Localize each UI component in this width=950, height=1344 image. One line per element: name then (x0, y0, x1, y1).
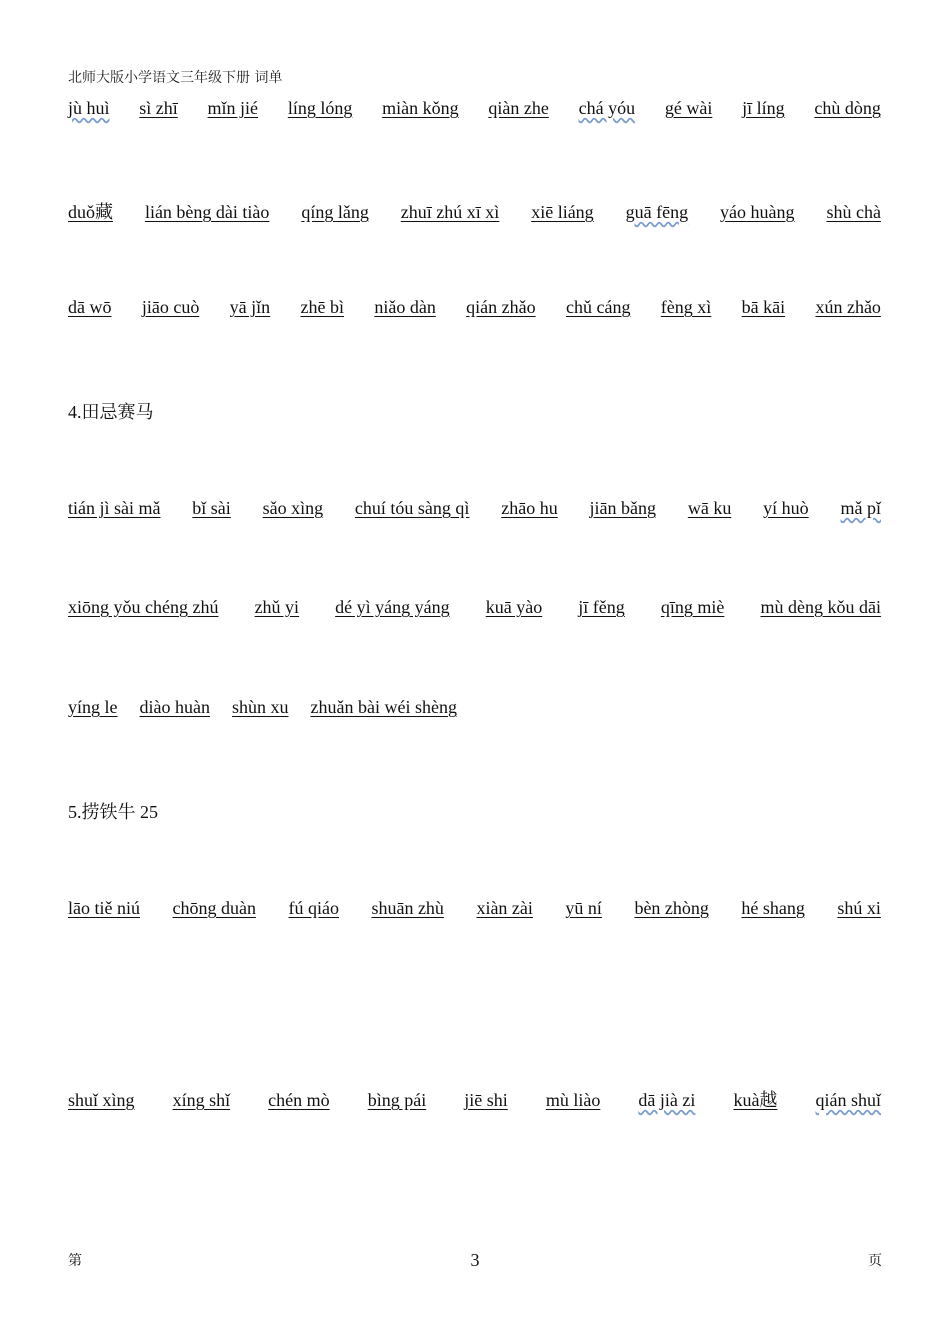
pinyin-word: tián jì sài mǎ (68, 498, 161, 518)
pinyin-word: qīng miè (660, 597, 725, 617)
pinyin-word: líng lóng (287, 98, 353, 118)
word-row-8 (68, 1086, 881, 1110)
pinyin-word: qíng lǎng (301, 202, 369, 222)
pinyin-word: guā fēng (625, 202, 689, 222)
pinyin-word: kuà越 (733, 1090, 778, 1110)
pinyin-word: jī fěng (578, 597, 625, 617)
pinyin-word: yáo huàng (720, 202, 795, 222)
pinyin-word: kuā yào (485, 597, 543, 617)
pinyin-word: jù huì (68, 98, 110, 118)
pinyin-word: qián shuǐ (815, 1090, 881, 1110)
pinyin-word: xiàn zài (476, 898, 533, 918)
pinyin-word: mù dèng kǒu dāi (760, 597, 881, 617)
pinyin-word: lāo tiě niú (68, 898, 140, 918)
pinyin-word: jiān bǎng (589, 498, 657, 518)
pinyin-word: chǔ cáng (565, 297, 631, 317)
pinyin-word: xíng shǐ (172, 1090, 231, 1110)
word-row-5 (68, 597, 881, 621)
page-number: 3 (470, 1250, 480, 1270)
pinyin-word: zhǔ yi (254, 597, 300, 617)
pinyin-word: niǎo dàn (374, 297, 436, 317)
pinyin-word: mǐn jié (207, 98, 259, 118)
pinyin-word: shuǐ xìng (68, 1090, 135, 1110)
page-header: 北师大版小学语文三年级下册 词单 (68, 70, 283, 86)
pinyin-word: zhē bì (300, 297, 344, 317)
pinyin-word: bèn zhòng (634, 898, 709, 918)
pinyin-word: jiāo cuò (141, 297, 200, 317)
pinyin-word: xiē liáng (531, 202, 594, 222)
pinyin-word: chuí tóu sàng qì (354, 498, 470, 518)
pinyin-word: chù dòng (814, 98, 881, 118)
pinyin-word: zhuī zhú xī xì (400, 202, 500, 222)
footer-label-left: 第 (68, 1253, 82, 1269)
pinyin-word: sǎo xìng (262, 498, 324, 518)
pinyin-word: diào huàn (139, 697, 210, 717)
word-row-7 (68, 898, 881, 922)
pinyin-word: bā kāi (741, 297, 786, 317)
pinyin-word: wā ku (687, 498, 732, 518)
lesson-heading-4: 4.田忌赛马 (68, 402, 154, 422)
pinyin-word: xiōng yǒu chéng zhú (68, 597, 219, 617)
word-row-6 (68, 697, 881, 721)
pinyin-word: qiàn zhe (488, 98, 549, 118)
pinyin-word: xún zhǎo (815, 297, 881, 317)
pinyin-word: bǐ sài (192, 498, 231, 518)
footer-label-right: 页 (868, 1253, 882, 1269)
pinyin-word: hé shang (741, 898, 805, 918)
pinyin-word: yíng le (68, 697, 118, 717)
lesson-heading-5: 5.捞铁牛 25 (68, 802, 158, 822)
pinyin-word: shuān zhù (371, 898, 444, 918)
pinyin-word: mù liào (545, 1090, 601, 1110)
pinyin-word: jiē shi (464, 1090, 508, 1110)
pinyin-word: mǎ pǐ (840, 498, 881, 518)
pinyin-word: zhuǎn bài wéi shèng (310, 697, 457, 717)
pinyin-word: chén mò (268, 1090, 330, 1110)
word-row-4 (68, 498, 881, 522)
pinyin-word: shùn xu (231, 697, 289, 717)
pinyin-word: zhāo hu (501, 498, 558, 518)
pinyin-word: gé wài (664, 98, 713, 118)
pinyin-word: yí huò (763, 498, 809, 518)
pinyin-word: miàn kǒng (382, 98, 459, 118)
word-row-3 (68, 297, 881, 321)
pinyin-word: dā jià zi (638, 1090, 696, 1110)
pinyin-word: fèng xì (660, 297, 712, 317)
pinyin-word: fú qiáo (288, 898, 339, 918)
pinyin-word: yā jǐn (229, 297, 271, 317)
pinyin-word: yū ní (565, 898, 602, 918)
pinyin-word: duǒ藏 (68, 202, 113, 222)
pinyin-word: sì zhī (139, 98, 178, 118)
pinyin-word: qián zhǎo (466, 297, 536, 317)
pinyin-word: jī líng (742, 98, 785, 118)
pinyin-word: dé yì yáng yáng (335, 597, 450, 617)
pinyin-word: dā wō (68, 297, 112, 317)
word-row-1 (68, 98, 881, 122)
pinyin-word: lián bèng dài tiào (144, 202, 270, 222)
pinyin-word: shù chà (826, 202, 881, 222)
pinyin-word: bìng pái (367, 1090, 427, 1110)
word-row-2 (68, 198, 881, 222)
pinyin-word: shú xi (837, 898, 881, 918)
pinyin-word: chōng duàn (172, 898, 256, 918)
pinyin-word: chá yóu (578, 98, 636, 118)
